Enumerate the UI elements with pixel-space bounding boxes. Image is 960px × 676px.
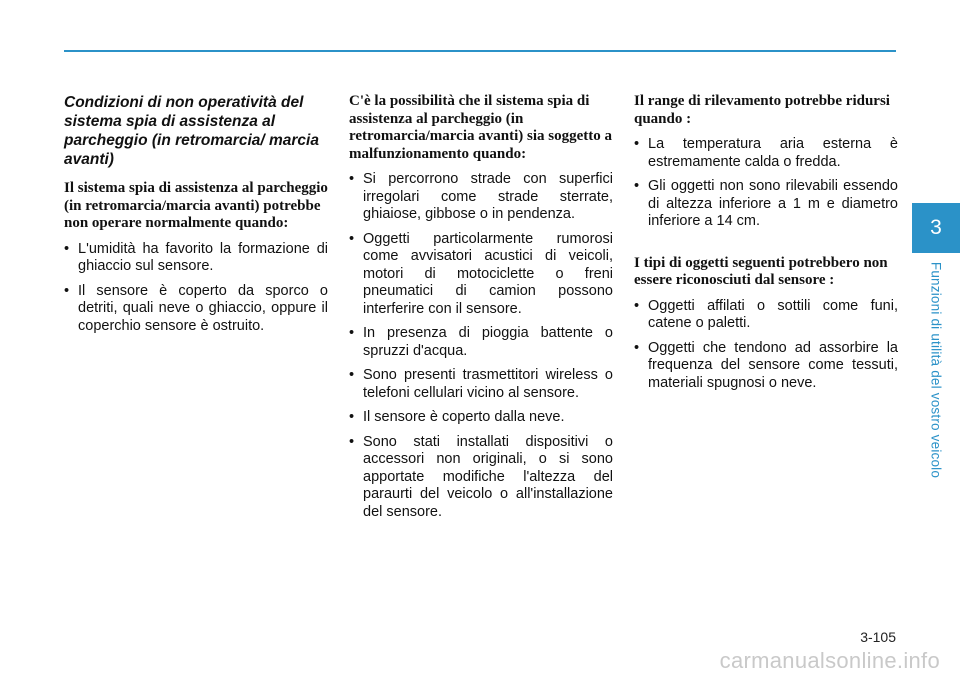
chapter-title: Funzioni di utilità del vostro veicolo [928,261,944,479]
list-item: • La temperatura aria esterna è estremamente calda o fredda. [634,136,898,171]
list-item: • Sono stati installati dispositivi o accessori non originali, o si sono apportate modifiche l'altezza del paraurti del veicolo o all'installazione del sensore. [349,434,613,522]
column-middle [349,93,613,528]
bullet-list [64,241,328,336]
header-rule [64,50,896,52]
bullet-list [634,136,898,231]
section-subheading: I tipi di oggetti seguenti potrebbero non essere riconosciuti dal sensore : [634,254,888,288]
list-item: • Sono presenti trasmettitori wireless o telefoni cellulari vicino al sensore. [349,367,613,402]
bullet-list [634,298,898,393]
section-subheading: Il range di rilevamento potrebbe ridursi quando : [634,93,890,127]
list-item: • L'umidità ha favorito la formazione di ghiaccio sul sensore. [64,241,328,276]
bullet-list [349,171,613,521]
column-left [64,93,328,342]
page-number: 3-105 [860,629,896,645]
chapter-tab: 3 [912,203,960,253]
list-item: • Oggetti che tendono ad assorbire la frequenza del sensore come tessuti, materiali spugnosi o neve. [634,340,898,393]
list-item: • Il sensore è coperto dalla neve. [349,409,613,427]
list-item: • Il sensore è coperto da sporco o detriti, quali neve o ghiaccio, oppure il coperchio sensore è ostruito. [64,283,328,336]
list-item: • Oggetti particolarmente rumorosi come avvisatori acustici di veicoli, motori di motociclette o freni pneumatici di camion possono interferire con il sensore. [349,231,613,319]
watermark: carmanualsonline.info [719,648,940,673]
list-item: • Si percorrono strade con superfici irregolari come strade sterrate, ghiaiose, gibbose o in pendenza. [349,171,613,224]
column-right [634,93,898,399]
list-item: • In presenza di pioggia battente o spruzzi d'acqua. [349,325,613,360]
list-item: • Gli oggetti non sono rilevabili essendo di altezza inferiore a 1 m e diametro inferiore a 14 cm. [634,178,898,231]
section-subheading: C'è la possibilità che il sistema spia di assistenza al parcheggio (in retromarcia/marcia avanti) sia soggetto a malfunzionamento quando: [349,93,612,162]
list-item: • Oggetti affilati o sottili come funi, catene o paletti. [634,298,898,333]
section-subheading: Il sistema spia di assistenza al parcheggio (in retromarcia/marcia avanti) potrebbe non operare normalmente quando: [64,180,328,231]
section-heading: Condizioni di non operatività del sistema spia di assistenza al parcheggio (in retromarcia/ marcia avanti) [64,94,319,168]
